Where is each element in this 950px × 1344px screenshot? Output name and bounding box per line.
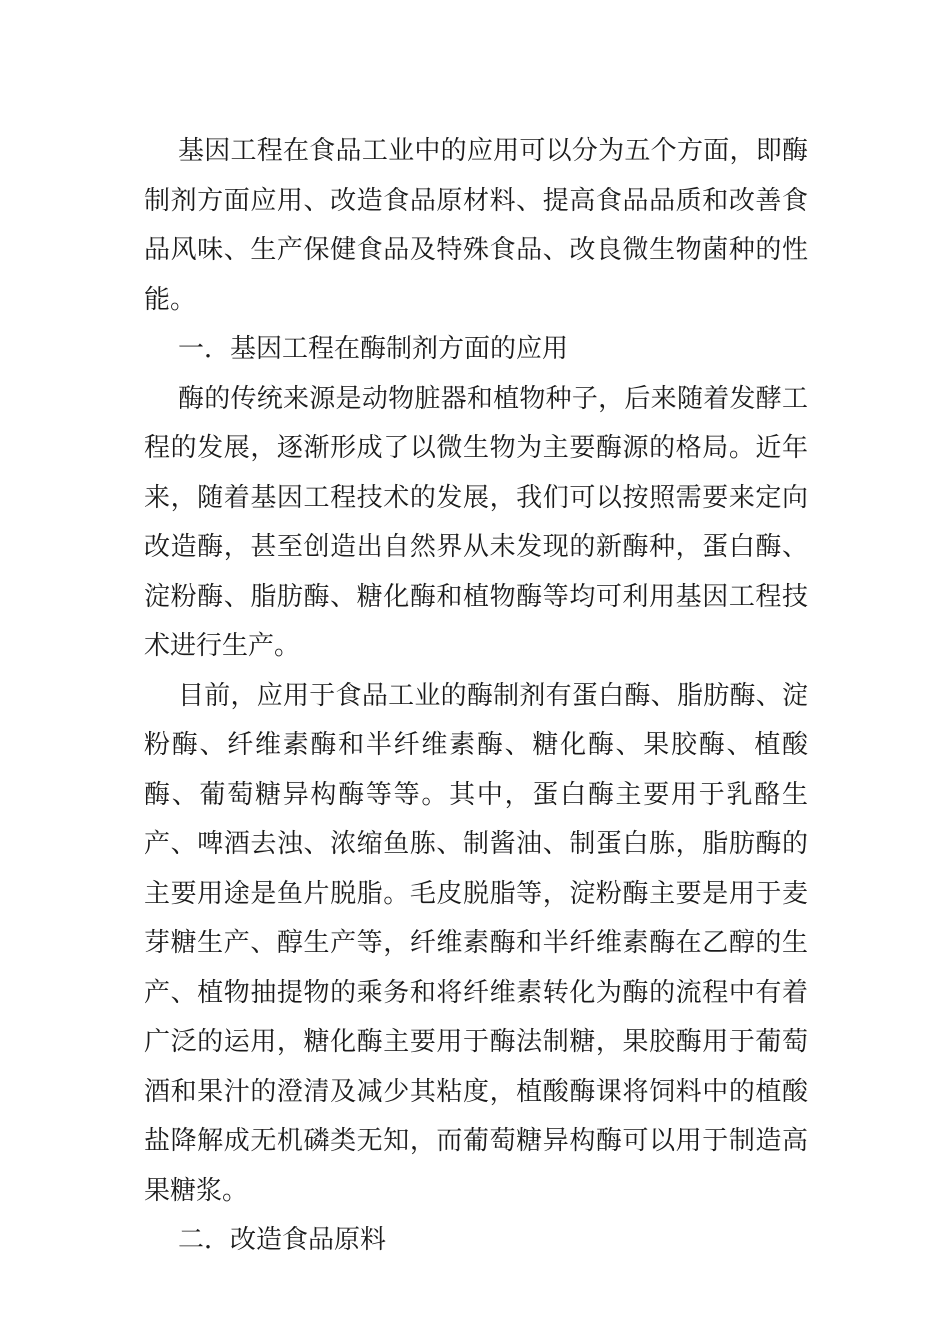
section-heading-raw-materials: 二．改造食品原料	[178, 1225, 387, 1255]
section-heading-enzymes: 一．基因工程在酶制剂方面的应用	[178, 334, 569, 364]
enzyme-sources-paragraph: 酶的传统来源是动物脏器和植物种子，后来随着发酵工程的发展，逐渐形成了以微生物为主要酶源的格局。近年来，随着基因工程技术的发展，我们可以按照需要来定向改造酶，甚至创造出自然界从未发现的新酶种，蛋白酶、淀粉酶、脂肪酶、糖化酶和植物酶等均可利用基因工程技术进行生产。	[144, 383, 808, 661]
intro-paragraph: 基因工程在食品工业中的应用可以分为五个方面，即酶制剂方面应用、改造食品原材料、提高食品品质和改善食品风味、生产保健食品及特殊食品、改良微生物菌种的性能。	[144, 136, 808, 315]
document-body	[144, 127, 808, 1266]
enzyme-applications-paragraph: 目前，应用于食品工业的酶制剂有蛋白酶、脂肪酶、淀粉酶、纤维素酶和半纤维素酶、糖化酶、果胶酶、植酸酶、葡萄糖异构酶等等。其中，蛋白酶主要用于乳酪生产、啤酒去浊、浓缩鱼胨、制酱油、制蛋白胨，脂肪酶的主要用途是鱼片脱脂。毛皮脱脂等，淀粉酶主要是用于麦芽糖生产、醇生产等，纤维素酶和半纤维素酶在乙醇的生产、植物抽提物的乘务和将纤维素转化为酶的流程中有着广泛的运用，糖化酶主要用于酶法制糖，果胶酶用于葡萄酒和果汁的澄清及减少其粘度，植酸酶课将饲料中的植酸盐降解成无机磷类无知，而葡萄糖异构酶可以用于制造高果糖浆。	[144, 680, 808, 1206]
